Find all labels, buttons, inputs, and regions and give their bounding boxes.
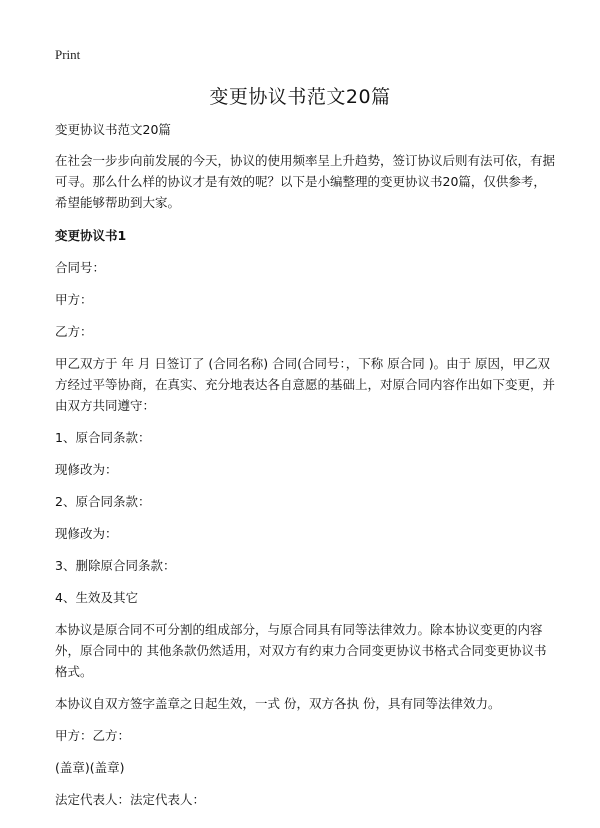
body-paragraph: 甲乙双方于 年 月 日签订了 (合同名称) 合同(合同号：，下称 原合同 )。由于 原因，甲乙双方经过平等协商，在真实、充分地表达各自意愿的基础上，对原合同内容作出如下变更，并由双方共同遵守： — [55, 356, 556, 413]
party-a-line: 甲方： — [55, 292, 93, 307]
clause-item-2: 2、原合同条款： — [55, 494, 151, 509]
document-body — [55, 119, 555, 810]
effect-paragraph: 本协议是原合同不可分割的组成部分，与原合同具有同等法律效力。除本协议变更的内容外，原合同中的 其他条款仍然适用，对双方有约束力合同变更协议书格式合同变更协议书格式。 — [55, 622, 547, 679]
document-subtitle: 变更协议书范文20篇 — [55, 122, 171, 137]
party-b-line: 乙方： — [55, 324, 93, 339]
signing-paragraph: 本协议自双方签字盖章之日起生效，一式 份，双方各执 份，具有同等法律效力。 — [55, 696, 501, 711]
parties-sign-line: 甲方：乙方： — [55, 728, 131, 743]
page-title: 变更协议书范文20篇 — [209, 86, 391, 108]
clause-item-3: 3、删除原合同条款： — [55, 558, 176, 573]
seals-line: (盖章)(盖章) — [55, 760, 125, 775]
section-heading: 变更协议书1 — [55, 228, 127, 243]
clause-item-4: 4、生效及其它 — [55, 590, 138, 605]
clause-item-1: 1、原合同条款： — [55, 430, 151, 445]
intro-paragraph: 在社会一步步向前发展的今天，协议的使用频率呈上升趋势，签订协议后则有法可依，有据可寻。那么什么样的协议才是有效的呢？以下是小编整理的变更协议书20篇，仅供参考，希望能够帮助到大家。 — [55, 153, 556, 210]
contract-number-line: 合同号： — [55, 260, 106, 275]
legal-representatives-line: 法定代表人：法定代表人： — [55, 792, 206, 807]
clause-item-2-modified: 现修改为： — [55, 526, 118, 541]
print-label: Print — [55, 47, 81, 62]
clause-item-1-modified: 现修改为： — [55, 462, 118, 477]
